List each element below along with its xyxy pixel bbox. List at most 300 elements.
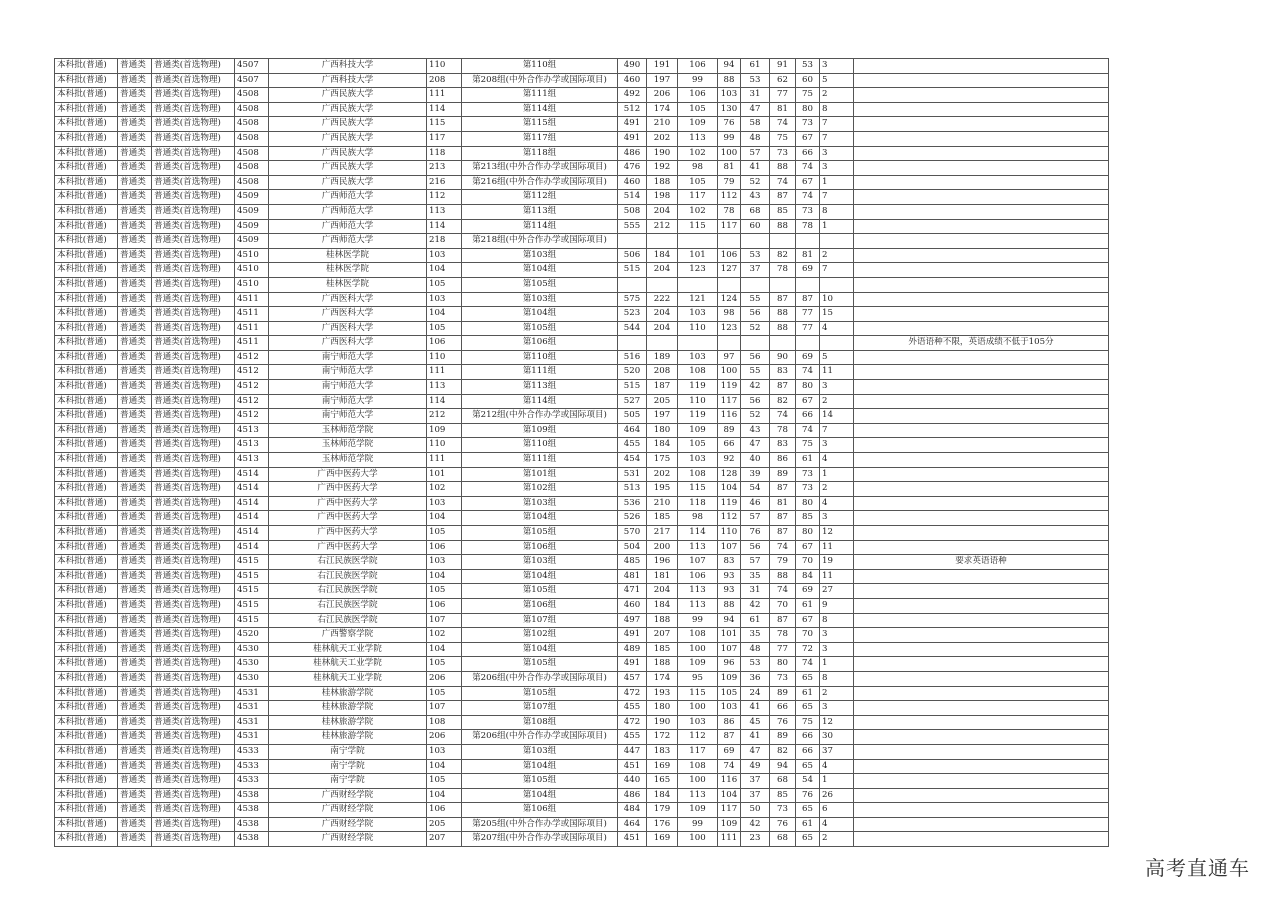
cell-subject-type: 普通类(首选物理) [152, 131, 235, 146]
cell-remark [854, 307, 1109, 322]
cell-subject-type: 普通类(首选物理) [152, 380, 235, 395]
cell-foreign-lang: 107 [718, 642, 741, 657]
cell-foreign-lang: 103 [718, 701, 741, 716]
cell-remark [854, 642, 1109, 657]
cell-group-name: 第105组 [462, 277, 618, 292]
cell-physics: 56 [741, 394, 770, 409]
cell-group-code: 103 [427, 744, 462, 759]
table-row [55, 409, 1109, 424]
cell-foreign-lang: 66 [718, 438, 741, 453]
cell-elective-1: 87 [770, 190, 796, 205]
cell-school-name: 桂林航天工业学院 [269, 657, 427, 672]
cell-group-code: 106 [427, 598, 462, 613]
cell-elective-1: 70 [770, 598, 796, 613]
cell-min-score: 471 [618, 584, 647, 599]
table-row [55, 788, 1109, 803]
cell-elective-2: 61 [796, 817, 820, 832]
cell-elective-1: 86 [770, 453, 796, 468]
cell-elective-2: 73 [796, 482, 820, 497]
cell-category: 普通类 [118, 788, 152, 803]
cell-min-score: 514 [618, 190, 647, 205]
cell-group-code: 105 [427, 526, 462, 541]
cell-rank-count: 14 [820, 409, 854, 424]
table-row [55, 803, 1109, 818]
cell-school-name: 南宁师范大学 [269, 350, 427, 365]
cell-batch: 本科批(普通) [55, 131, 118, 146]
cell-school-name: 广西师范大学 [269, 204, 427, 219]
cell-batch: 本科批(普通) [55, 234, 118, 249]
cell-school-name: 南宁学院 [269, 774, 427, 789]
cell-group-name: 第101组 [462, 467, 618, 482]
cell-rank-count: 2 [820, 482, 854, 497]
cell-foreign-lang: 117 [718, 803, 741, 818]
cell-batch: 本科批(普通) [55, 788, 118, 803]
cell-remark [854, 423, 1109, 438]
cell-rank-count: 3 [820, 59, 854, 74]
cell-subject-type: 普通类(首选物理) [152, 146, 235, 161]
cell-foreign-lang: 96 [718, 657, 741, 672]
cell-rank-count: 3 [820, 380, 854, 395]
cell-math [678, 277, 718, 292]
cell-math: 105 [678, 438, 718, 453]
cell-math: 113 [678, 598, 718, 613]
cell-category: 普通类 [118, 350, 152, 365]
cell-group-name: 第104组 [462, 642, 618, 657]
cell-group-code: 103 [427, 555, 462, 570]
cell-remark [854, 88, 1109, 103]
cell-school-name: 广西民族大学 [269, 88, 427, 103]
cell-remark [854, 438, 1109, 453]
cell-batch: 本科批(普通) [55, 496, 118, 511]
cell-remark [854, 248, 1109, 263]
cell-foreign-lang: 99 [718, 131, 741, 146]
cell-foreign-lang: 116 [718, 409, 741, 424]
cell-min-score: 497 [618, 613, 647, 628]
cell-category: 普通类 [118, 336, 152, 351]
cell-group-name: 第105组 [462, 686, 618, 701]
table-row [55, 774, 1109, 789]
cell-foreign-lang: 94 [718, 613, 741, 628]
cell-physics: 23 [741, 832, 770, 847]
cell-batch: 本科批(普通) [55, 628, 118, 643]
cell-rank-count: 8 [820, 102, 854, 117]
cell-batch: 本科批(普通) [55, 540, 118, 555]
cell-category: 普通类 [118, 438, 152, 453]
cell-physics: 52 [741, 321, 770, 336]
cell-elective-2: 87 [796, 292, 820, 307]
cell-math: 100 [678, 642, 718, 657]
cell-chinese: 195 [647, 482, 678, 497]
cell-physics: 60 [741, 219, 770, 234]
cell-batch: 本科批(普通) [55, 307, 118, 322]
cell-category: 普通类 [118, 467, 152, 482]
cell-school-name: 广西师范大学 [269, 190, 427, 205]
cell-group-name: 第102组 [462, 628, 618, 643]
cell-group-code: 104 [427, 307, 462, 322]
cell-foreign-lang: 104 [718, 788, 741, 803]
cell-foreign-lang: 123 [718, 321, 741, 336]
cell-group-name: 第118组 [462, 146, 618, 161]
cell-foreign-lang: 111 [718, 832, 741, 847]
cell-elective-1: 91 [770, 59, 796, 74]
cell-physics: 55 [741, 292, 770, 307]
cell-min-score [618, 234, 647, 249]
cell-subject-type: 普通类(首选物理) [152, 803, 235, 818]
cell-physics [741, 234, 770, 249]
cell-remark [854, 204, 1109, 219]
table-row [55, 131, 1109, 146]
cell-school-name: 广西师范大学 [269, 234, 427, 249]
cell-min-score: 464 [618, 817, 647, 832]
cell-foreign-lang: 130 [718, 102, 741, 117]
cell-batch: 本科批(普通) [55, 321, 118, 336]
cell-category: 普通类 [118, 569, 152, 584]
cell-min-score: 515 [618, 263, 647, 278]
cell-category: 普通类 [118, 131, 152, 146]
cell-chinese: 204 [647, 263, 678, 278]
cell-elective-2: 76 [796, 788, 820, 803]
cell-elective-1: 87 [770, 292, 796, 307]
cell-min-score: 451 [618, 759, 647, 774]
cell-category: 普通类 [118, 117, 152, 132]
cell-chinese: 174 [647, 102, 678, 117]
cell-category: 普通类 [118, 175, 152, 190]
cell-rank-count: 7 [820, 117, 854, 132]
cell-elective-1: 89 [770, 686, 796, 701]
cell-school-name: 右江民族医学院 [269, 598, 427, 613]
cell-rank-count: 3 [820, 511, 854, 526]
table-row [55, 248, 1109, 263]
cell-rank-count: 1 [820, 657, 854, 672]
cell-min-score: 515 [618, 380, 647, 395]
cell-physics: 55 [741, 365, 770, 380]
cell-group-name: 第114组 [462, 102, 618, 117]
cell-min-score: 504 [618, 540, 647, 555]
cell-remark [854, 277, 1109, 292]
cell-elective-1: 88 [770, 307, 796, 322]
cell-foreign-lang: 92 [718, 453, 741, 468]
cell-group-name: 第102组 [462, 482, 618, 497]
cell-elective-1: 81 [770, 496, 796, 511]
table-row [55, 365, 1109, 380]
cell-foreign-lang: 124 [718, 292, 741, 307]
cell-math: 109 [678, 803, 718, 818]
cell-physics: 53 [741, 73, 770, 88]
table-row [55, 423, 1109, 438]
cell-rank-count: 2 [820, 88, 854, 103]
table-row [55, 642, 1109, 657]
cell-elective-2: 74 [796, 190, 820, 205]
cell-school-name: 南宁师范大学 [269, 365, 427, 380]
cell-elective-1: 87 [770, 482, 796, 497]
cell-elective-2: 85 [796, 511, 820, 526]
cell-physics: 46 [741, 496, 770, 511]
cell-school-name: 南宁师范大学 [269, 394, 427, 409]
table-row [55, 453, 1109, 468]
cell-subject-type: 普通类(首选物理) [152, 336, 235, 351]
cell-batch: 本科批(普通) [55, 438, 118, 453]
cell-math: 114 [678, 526, 718, 541]
cell-elective-1: 78 [770, 263, 796, 278]
cell-school-name: 右江民族医学院 [269, 584, 427, 599]
cell-chinese: 210 [647, 117, 678, 132]
cell-rank-count: 1 [820, 219, 854, 234]
cell-elective-1: 88 [770, 569, 796, 584]
cell-physics: 52 [741, 175, 770, 190]
cell-group-code: 106 [427, 540, 462, 555]
cell-subject-type: 普通类(首选物理) [152, 292, 235, 307]
cell-school-code: 4510 [235, 263, 269, 278]
cell-category: 普通类 [118, 496, 152, 511]
table-row [55, 817, 1109, 832]
cell-batch: 本科批(普通) [55, 584, 118, 599]
cell-elective-2: 74 [796, 161, 820, 176]
cell-rank-count: 7 [820, 131, 854, 146]
cell-group-name: 第216组(中外合作办学或国际项目) [462, 175, 618, 190]
cell-category: 普通类 [118, 715, 152, 730]
cell-chinese: 188 [647, 613, 678, 628]
cell-category: 普通类 [118, 292, 152, 307]
cell-batch: 本科批(普通) [55, 511, 118, 526]
cell-rank-count: 3 [820, 701, 854, 716]
cell-elective-2: 77 [796, 321, 820, 336]
cell-elective-2: 77 [796, 307, 820, 322]
cell-group-name: 第208组(中外合作办学或国际项目) [462, 73, 618, 88]
cell-group-name: 第104组 [462, 307, 618, 322]
cell-elective-2: 67 [796, 131, 820, 146]
cell-school-code: 4508 [235, 161, 269, 176]
cell-elective-1: 79 [770, 555, 796, 570]
cell-elective-2 [796, 336, 820, 351]
cell-subject-type: 普通类(首选物理) [152, 307, 235, 322]
cell-remark [854, 686, 1109, 701]
cell-elective-2: 75 [796, 88, 820, 103]
cell-elective-1 [770, 234, 796, 249]
cell-group-name: 第104组 [462, 569, 618, 584]
cell-math: 103 [678, 715, 718, 730]
cell-group-name: 第105组 [462, 321, 618, 336]
cell-chinese: 187 [647, 380, 678, 395]
cell-school-name: 广西民族大学 [269, 131, 427, 146]
cell-math: 115 [678, 686, 718, 701]
cell-subject-type: 普通类(首选物理) [152, 365, 235, 380]
cell-elective-1: 74 [770, 117, 796, 132]
cell-batch: 本科批(普通) [55, 409, 118, 424]
cell-group-code: 115 [427, 117, 462, 132]
cell-chinese: 204 [647, 307, 678, 322]
cell-group-name: 第115组 [462, 117, 618, 132]
cell-school-code: 4533 [235, 774, 269, 789]
table-row [55, 292, 1109, 307]
cell-foreign-lang: 103 [718, 88, 741, 103]
cell-chinese: 212 [647, 219, 678, 234]
cell-rank-count: 11 [820, 365, 854, 380]
cell-category: 普通类 [118, 584, 152, 599]
cell-rank-count: 11 [820, 569, 854, 584]
cell-physics: 41 [741, 730, 770, 745]
cell-group-code: 104 [427, 511, 462, 526]
cell-group-name: 第105组 [462, 657, 618, 672]
cell-foreign-lang: 88 [718, 598, 741, 613]
table-row [55, 394, 1109, 409]
cell-physics: 35 [741, 569, 770, 584]
cell-math: 100 [678, 701, 718, 716]
cell-foreign-lang: 76 [718, 117, 741, 132]
cell-foreign-lang: 112 [718, 511, 741, 526]
cell-min-score: 454 [618, 453, 647, 468]
cell-physics: 48 [741, 642, 770, 657]
cell-elective-1: 82 [770, 248, 796, 263]
table-row [55, 277, 1109, 292]
cell-foreign-lang: 79 [718, 175, 741, 190]
cell-math: 103 [678, 350, 718, 365]
cell-foreign-lang: 88 [718, 73, 741, 88]
cell-remark [854, 234, 1109, 249]
cell-group-code: 109 [427, 423, 462, 438]
cell-rank-count: 4 [820, 453, 854, 468]
cell-chinese: 190 [647, 715, 678, 730]
cell-school-code: 4531 [235, 715, 269, 730]
cell-subject-type: 普通类(首选物理) [152, 730, 235, 745]
cell-school-code: 4531 [235, 701, 269, 716]
cell-school-code: 4515 [235, 569, 269, 584]
cell-elective-2: 80 [796, 102, 820, 117]
cell-min-score: 491 [618, 117, 647, 132]
cell-rank-count: 5 [820, 73, 854, 88]
cell-remark [854, 598, 1109, 613]
cell-math: 112 [678, 730, 718, 745]
cell-remark [854, 832, 1109, 847]
cell-math: 105 [678, 102, 718, 117]
cell-batch: 本科批(普通) [55, 613, 118, 628]
cell-physics: 43 [741, 190, 770, 205]
cell-category: 普通类 [118, 759, 152, 774]
cell-school-name: 广西中医药大学 [269, 511, 427, 526]
cell-batch: 本科批(普通) [55, 569, 118, 584]
cell-batch: 本科批(普通) [55, 161, 118, 176]
cell-rank-count: 8 [820, 671, 854, 686]
cell-min-score: 457 [618, 671, 647, 686]
cell-school-code: 4511 [235, 292, 269, 307]
cell-chinese: 197 [647, 409, 678, 424]
cell-chinese: 204 [647, 204, 678, 219]
cell-subject-type: 普通类(首选物理) [152, 817, 235, 832]
cell-min-score: 472 [618, 715, 647, 730]
cell-batch: 本科批(普通) [55, 832, 118, 847]
cell-school-name: 广西中医药大学 [269, 482, 427, 497]
cell-school-code: 4531 [235, 730, 269, 745]
cell-remark [854, 671, 1109, 686]
cell-math: 121 [678, 292, 718, 307]
cell-school-name: 南宁学院 [269, 759, 427, 774]
cell-elective-1: 88 [770, 161, 796, 176]
table-row [55, 671, 1109, 686]
cell-physics: 56 [741, 540, 770, 555]
cell-chinese: 184 [647, 248, 678, 263]
cell-subject-type: 普通类(首选物理) [152, 555, 235, 570]
cell-chinese: 174 [647, 671, 678, 686]
cell-batch: 本科批(普通) [55, 336, 118, 351]
cell-subject-type: 普通类(首选物理) [152, 715, 235, 730]
cell-physics: 37 [741, 774, 770, 789]
cell-chinese: 210 [647, 496, 678, 511]
cell-school-code: 4509 [235, 204, 269, 219]
cell-foreign-lang: 81 [718, 161, 741, 176]
cell-batch: 本科批(普通) [55, 73, 118, 88]
cell-foreign-lang: 74 [718, 759, 741, 774]
cell-chinese: 169 [647, 759, 678, 774]
cell-group-code: 102 [427, 628, 462, 643]
table-row [55, 234, 1109, 249]
cell-category: 普通类 [118, 774, 152, 789]
cell-math: 106 [678, 569, 718, 584]
cell-elective-2: 84 [796, 569, 820, 584]
table-row [55, 730, 1109, 745]
cell-math: 108 [678, 759, 718, 774]
cell-category: 普通类 [118, 277, 152, 292]
cell-remark [854, 365, 1109, 380]
cell-foreign-lang: 119 [718, 380, 741, 395]
cell-subject-type: 普通类(首选物理) [152, 350, 235, 365]
cell-math [678, 336, 718, 351]
cell-foreign-lang: 104 [718, 482, 741, 497]
cell-school-name: 桂林旅游学院 [269, 715, 427, 730]
cell-rank-count: 5 [820, 350, 854, 365]
cell-elective-1: 87 [770, 511, 796, 526]
cell-school-code: 4531 [235, 686, 269, 701]
cell-group-name: 第104组 [462, 263, 618, 278]
cell-chinese: 190 [647, 146, 678, 161]
cell-rank-count: 3 [820, 642, 854, 657]
cell-category: 普通类 [118, 248, 152, 263]
cell-elective-1: 68 [770, 774, 796, 789]
cell-physics: 54 [741, 482, 770, 497]
cell-elective-1: 87 [770, 526, 796, 541]
cell-elective-2: 69 [796, 350, 820, 365]
cell-batch: 本科批(普通) [55, 730, 118, 745]
cell-school-code: 4515 [235, 584, 269, 599]
cell-school-name: 广西民族大学 [269, 175, 427, 190]
cell-min-score: 513 [618, 482, 647, 497]
cell-group-name: 第110组 [462, 438, 618, 453]
cell-chinese: 208 [647, 365, 678, 380]
cell-category: 普通类 [118, 204, 152, 219]
cell-school-name: 桂林航天工业学院 [269, 671, 427, 686]
cell-school-name: 广西医科大学 [269, 336, 427, 351]
cell-group-code: 206 [427, 671, 462, 686]
cell-group-name: 第105组 [462, 584, 618, 599]
cell-group-name: 第114组 [462, 219, 618, 234]
cell-school-code: 4512 [235, 380, 269, 395]
cell-remark [854, 73, 1109, 88]
cell-rank-count: 4 [820, 759, 854, 774]
cell-rank-count: 4 [820, 817, 854, 832]
cell-subject-type: 普通类(首选物理) [152, 161, 235, 176]
cell-school-code: 4513 [235, 438, 269, 453]
cell-subject-type: 普通类(首选物理) [152, 584, 235, 599]
cell-math: 113 [678, 540, 718, 555]
cell-elective-1: 76 [770, 817, 796, 832]
cell-remark [854, 744, 1109, 759]
cell-group-name: 第106组 [462, 598, 618, 613]
cell-rank-count [820, 336, 854, 351]
cell-subject-type: 普通类(首选物理) [152, 832, 235, 847]
cell-foreign-lang: 119 [718, 496, 741, 511]
cell-school-code: 4515 [235, 613, 269, 628]
cell-remark: 外语语种不限，英语成绩不低于105分 [854, 336, 1109, 351]
cell-physics: 45 [741, 715, 770, 730]
cell-foreign-lang: 78 [718, 204, 741, 219]
